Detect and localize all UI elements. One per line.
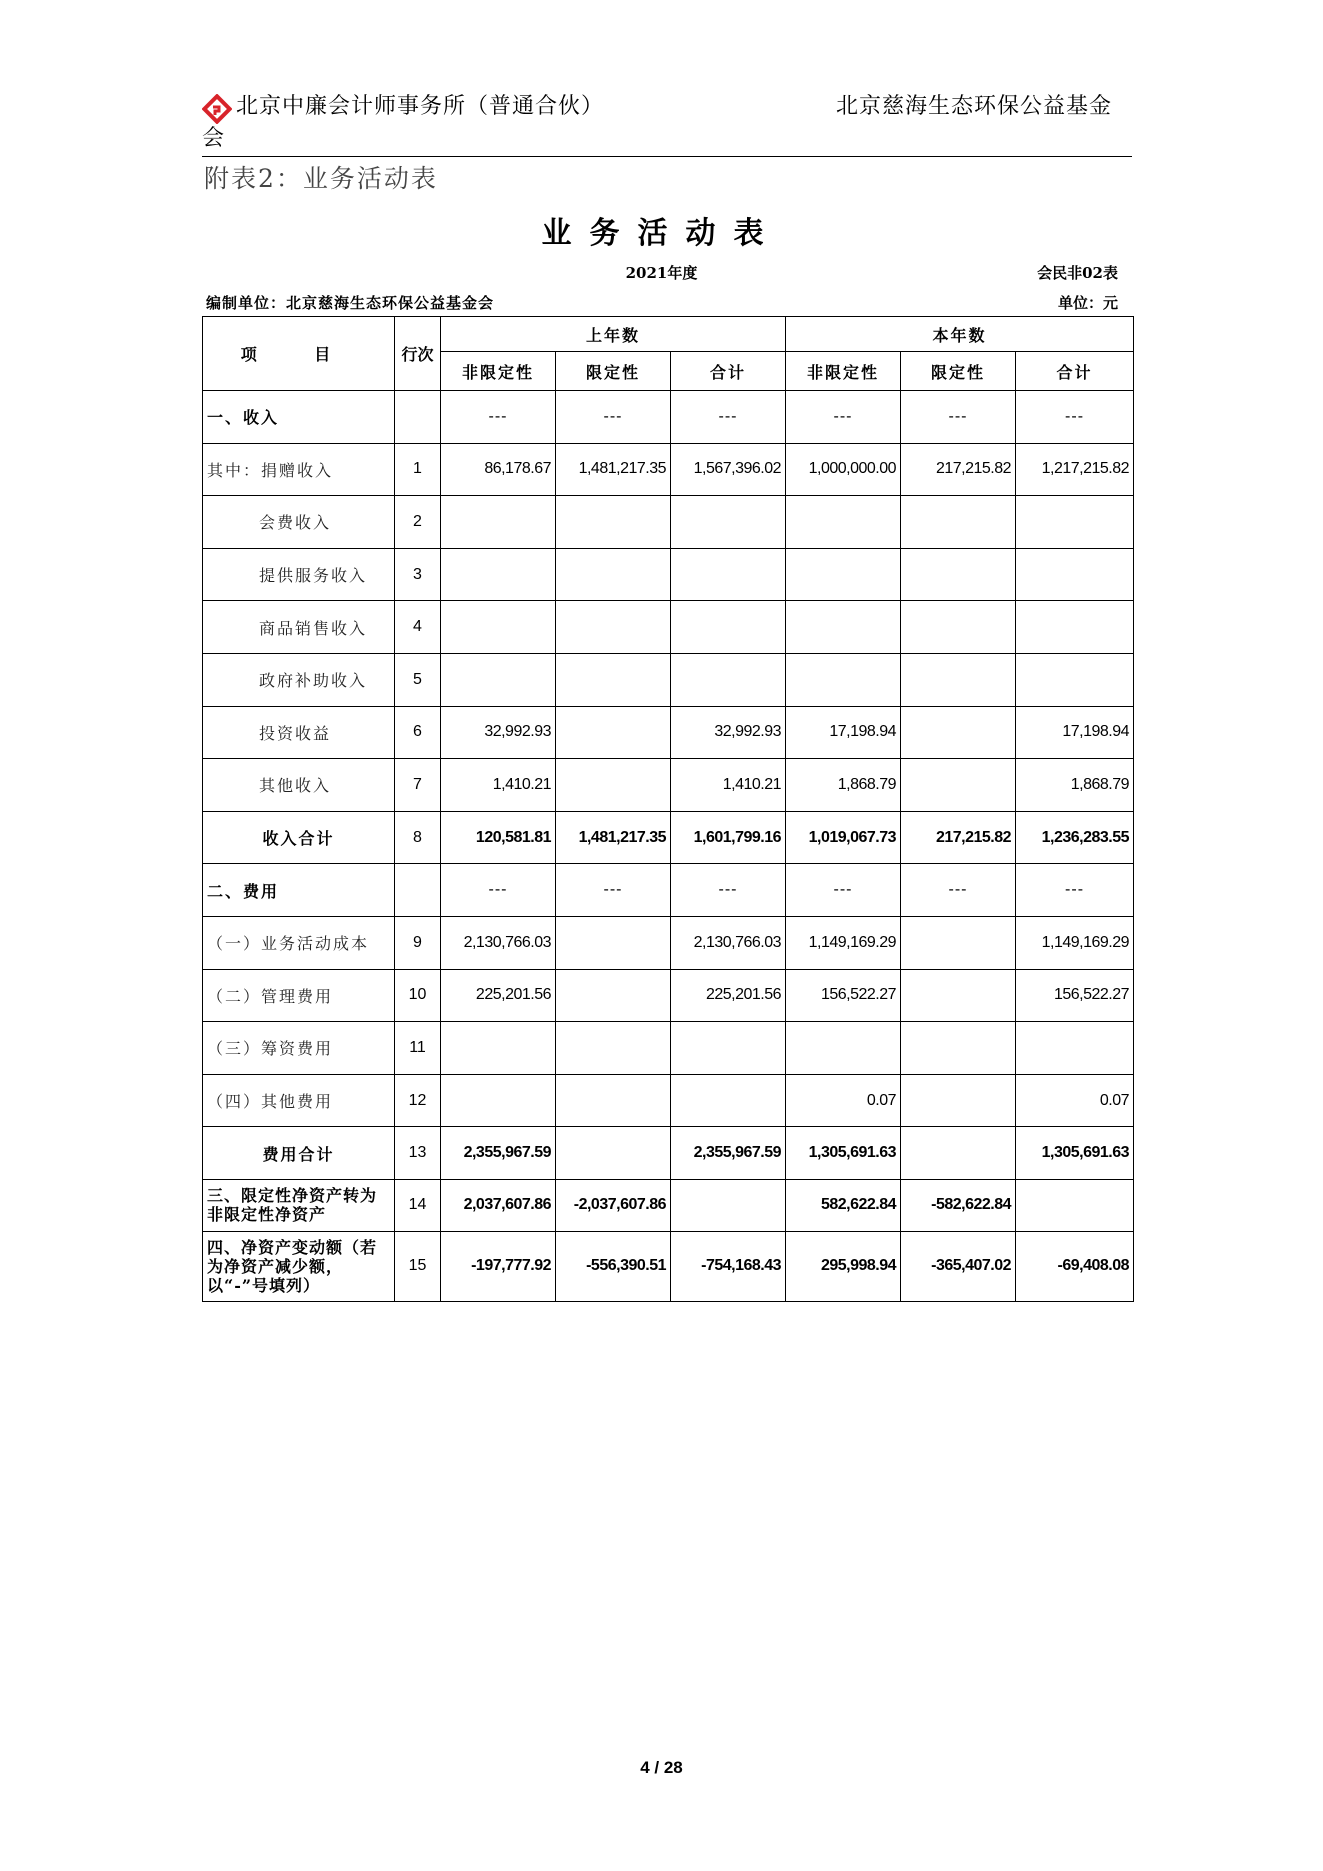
cell-value: 1,481,217.35 — [556, 811, 671, 864]
cell-value: --- — [671, 864, 786, 917]
col-prev-restricted: 限定性 — [556, 352, 671, 391]
cell-value: 1,567,396.02 — [671, 443, 786, 496]
cell-value: -754,168.43 — [671, 1231, 786, 1301]
cell-value — [556, 706, 671, 759]
cell-value: 1,019,067.73 — [786, 811, 901, 864]
table-row — [203, 391, 1134, 444]
table-row — [203, 759, 1134, 812]
row-number: 1 — [395, 443, 441, 496]
cell-value — [556, 759, 671, 812]
cell-value: --- — [556, 864, 671, 917]
cell-value: 1,601,799.16 — [671, 811, 786, 864]
cell-value: 1,481,217.35 — [556, 443, 671, 496]
table-row — [203, 1022, 1134, 1075]
cell-value — [1016, 601, 1134, 654]
cell-value — [441, 496, 556, 549]
cell-value — [671, 601, 786, 654]
row-label: （三）筹资费用 — [203, 1022, 395, 1075]
activity-table — [202, 316, 1134, 1302]
client-name: 北京慈海生态环保公益基金 — [835, 94, 1112, 119]
row-label: 收入合计 — [203, 811, 395, 864]
firm-logo-icon — [202, 94, 232, 124]
cell-value — [556, 601, 671, 654]
appendix-label: 附表2：业务活动表 — [204, 164, 438, 193]
col-prev-unrestricted: 非限定性 — [441, 352, 556, 391]
cell-value: --- — [901, 391, 1016, 444]
cell-value — [556, 496, 671, 549]
report-year: 2021年度 — [625, 264, 698, 282]
cell-value — [671, 1074, 786, 1127]
cell-value — [901, 1022, 1016, 1075]
table-row — [203, 443, 1134, 496]
cell-value — [786, 548, 901, 601]
cell-value — [1016, 1022, 1134, 1075]
cell-value — [901, 548, 1016, 601]
cell-value: 295,998.94 — [786, 1231, 901, 1301]
cell-value: 1,868.79 — [786, 759, 901, 812]
cell-value — [556, 1074, 671, 1127]
table-row — [203, 653, 1134, 706]
client-name-continuation: 会 — [202, 126, 225, 151]
cell-value — [441, 1022, 556, 1075]
cell-value: -69,408.08 — [1016, 1231, 1134, 1301]
cell-value: --- — [1016, 864, 1134, 917]
cell-value — [901, 759, 1016, 812]
row-label: 二、费用 — [203, 864, 395, 917]
col-header-item: 项 目 — [203, 317, 395, 391]
cell-value — [786, 601, 901, 654]
row-number: 11 — [395, 1022, 441, 1075]
cell-value: 1,410.21 — [671, 759, 786, 812]
cell-value — [556, 1022, 671, 1075]
cell-value: --- — [556, 391, 671, 444]
cell-value — [556, 1127, 671, 1180]
cell-value — [441, 1074, 556, 1127]
cell-value — [556, 916, 671, 969]
cell-value: 2,037,607.86 — [441, 1179, 556, 1231]
col-curr-total: 合计 — [1016, 352, 1134, 391]
row-label: （一）业务活动成本 — [203, 916, 395, 969]
row-number: 5 — [395, 653, 441, 706]
cell-value — [441, 548, 556, 601]
cell-value — [556, 969, 671, 1022]
cell-value: -2,037,607.86 — [556, 1179, 671, 1231]
cell-value: -197,777.92 — [441, 1231, 556, 1301]
page-number: 4 / 28 — [640, 1758, 683, 1777]
row-label: 费用合计 — [203, 1127, 395, 1180]
cell-value — [441, 601, 556, 654]
cell-value: 86,178.67 — [441, 443, 556, 496]
cell-value: 2,130,766.03 — [441, 916, 556, 969]
row-label: 四、净资产变动额（若为净资产减少额，以“-”号填列） — [203, 1231, 395, 1301]
cell-value: --- — [671, 391, 786, 444]
row-number — [395, 391, 441, 444]
row-label: 其他收入 — [203, 759, 395, 812]
cell-value — [901, 706, 1016, 759]
cell-value: 582,622.84 — [786, 1179, 901, 1231]
cell-value — [786, 1022, 901, 1075]
cell-value — [786, 496, 901, 549]
cell-value — [1016, 496, 1134, 549]
row-number: 13 — [395, 1127, 441, 1180]
cell-value: 1,236,283.55 — [1016, 811, 1134, 864]
cell-value — [1016, 1179, 1134, 1231]
prepared-by: 编制单位：北京慈海生态环保公益基金会 — [206, 294, 495, 312]
cell-value: 0.07 — [1016, 1074, 1134, 1127]
col-curr-unrestricted: 非限定性 — [786, 352, 901, 391]
table-row — [203, 969, 1134, 1022]
cell-value — [901, 653, 1016, 706]
page-header — [202, 92, 1132, 158]
col-group-prev-year: 上年数 — [441, 317, 786, 352]
cell-value: 120,581.81 — [441, 811, 556, 864]
row-label: 会费收入 — [203, 496, 395, 549]
cell-value: 17,198.94 — [1016, 706, 1134, 759]
cell-value: --- — [786, 864, 901, 917]
report-title: 业务活动表 — [541, 216, 782, 251]
table-row — [203, 864, 1134, 917]
table-row — [203, 496, 1134, 549]
cell-value: --- — [786, 391, 901, 444]
col-group-curr-year: 本年数 — [786, 317, 1134, 352]
table-row — [203, 601, 1134, 654]
cell-value — [556, 653, 671, 706]
cell-value: 17,198.94 — [786, 706, 901, 759]
row-number: 3 — [395, 548, 441, 601]
cell-value: 1,868.79 — [1016, 759, 1134, 812]
cell-value: 1,410.21 — [441, 759, 556, 812]
cell-value — [901, 496, 1016, 549]
header-divider — [202, 156, 1132, 157]
cell-value — [671, 496, 786, 549]
cell-value: 217,215.82 — [901, 811, 1016, 864]
row-number: 12 — [395, 1074, 441, 1127]
row-label: 政府补助收入 — [203, 653, 395, 706]
row-number: 2 — [395, 496, 441, 549]
row-label: 提供服务收入 — [203, 548, 395, 601]
row-number — [395, 864, 441, 917]
cell-value: -582,622.84 — [901, 1179, 1016, 1231]
col-curr-restricted: 限定性 — [901, 352, 1016, 391]
table-row — [203, 916, 1134, 969]
cell-value: -365,407.02 — [901, 1231, 1016, 1301]
table-row — [203, 548, 1134, 601]
cell-value: --- — [901, 864, 1016, 917]
form-code: 会民非02表 — [1037, 264, 1118, 282]
row-number: 8 — [395, 811, 441, 864]
cell-value: 1,000,000.00 — [786, 443, 901, 496]
row-number: 7 — [395, 759, 441, 812]
cell-value — [441, 653, 556, 706]
cell-value: 2,355,967.59 — [671, 1127, 786, 1180]
cell-value: 2,130,766.03 — [671, 916, 786, 969]
cell-value: 2,355,967.59 — [441, 1127, 556, 1180]
cell-value: --- — [441, 391, 556, 444]
cell-value — [1016, 653, 1134, 706]
cell-value — [901, 969, 1016, 1022]
table-row — [203, 1179, 1134, 1231]
cell-value: 1,305,691.63 — [1016, 1127, 1134, 1180]
cell-value — [671, 1179, 786, 1231]
cell-value — [671, 1022, 786, 1075]
cell-value: -556,390.51 — [556, 1231, 671, 1301]
row-label: 商品销售收入 — [203, 601, 395, 654]
cell-value: 217,215.82 — [901, 443, 1016, 496]
cell-value — [901, 916, 1016, 969]
row-number: 15 — [395, 1231, 441, 1301]
cell-value: 156,522.27 — [786, 969, 901, 1022]
row-label: 一、收入 — [203, 391, 395, 444]
row-number: 9 — [395, 916, 441, 969]
col-prev-total: 合计 — [671, 352, 786, 391]
cell-value: 1,149,169.29 — [786, 916, 901, 969]
cell-value: 0.07 — [786, 1074, 901, 1127]
row-label: 投资收益 — [203, 706, 395, 759]
row-number: 10 — [395, 969, 441, 1022]
cell-value — [1016, 548, 1134, 601]
cell-value — [786, 653, 901, 706]
row-label: （二）管理费用 — [203, 969, 395, 1022]
row-label: 其中：捐赠收入 — [203, 443, 395, 496]
cell-value: --- — [1016, 391, 1134, 444]
row-label: 三、限定性净资产转为非限定性净资产 — [203, 1179, 395, 1231]
cell-value: 32,992.93 — [671, 706, 786, 759]
cell-value: 1,217,215.82 — [1016, 443, 1134, 496]
cell-value: 32,992.93 — [441, 706, 556, 759]
table-row — [203, 811, 1134, 864]
row-number: 14 — [395, 1179, 441, 1231]
cell-value: 225,201.56 — [441, 969, 556, 1022]
table-row — [203, 1074, 1134, 1127]
cell-value: 1,305,691.63 — [786, 1127, 901, 1180]
cell-value — [671, 548, 786, 601]
cell-value — [901, 1074, 1016, 1127]
row-number: 6 — [395, 706, 441, 759]
cell-value: 225,201.56 — [671, 969, 786, 1022]
col-header-row-no: 行次 — [395, 317, 441, 391]
firm-name: 北京中廉会计师事务所（普通合伙） — [236, 94, 605, 119]
cell-value — [901, 1127, 1016, 1180]
cell-value — [671, 653, 786, 706]
cell-value — [901, 601, 1016, 654]
table-header-row — [203, 317, 1134, 352]
table-row — [203, 1231, 1134, 1301]
row-label: （四）其他费用 — [203, 1074, 395, 1127]
currency-unit: 单位：元 — [1057, 294, 1118, 312]
table-row — [203, 706, 1134, 759]
cell-value: 1,149,169.29 — [1016, 916, 1134, 969]
table-row — [203, 1127, 1134, 1180]
cell-value: 156,522.27 — [1016, 969, 1134, 1022]
cell-value — [556, 548, 671, 601]
cell-value: --- — [441, 864, 556, 917]
row-number: 4 — [395, 601, 441, 654]
